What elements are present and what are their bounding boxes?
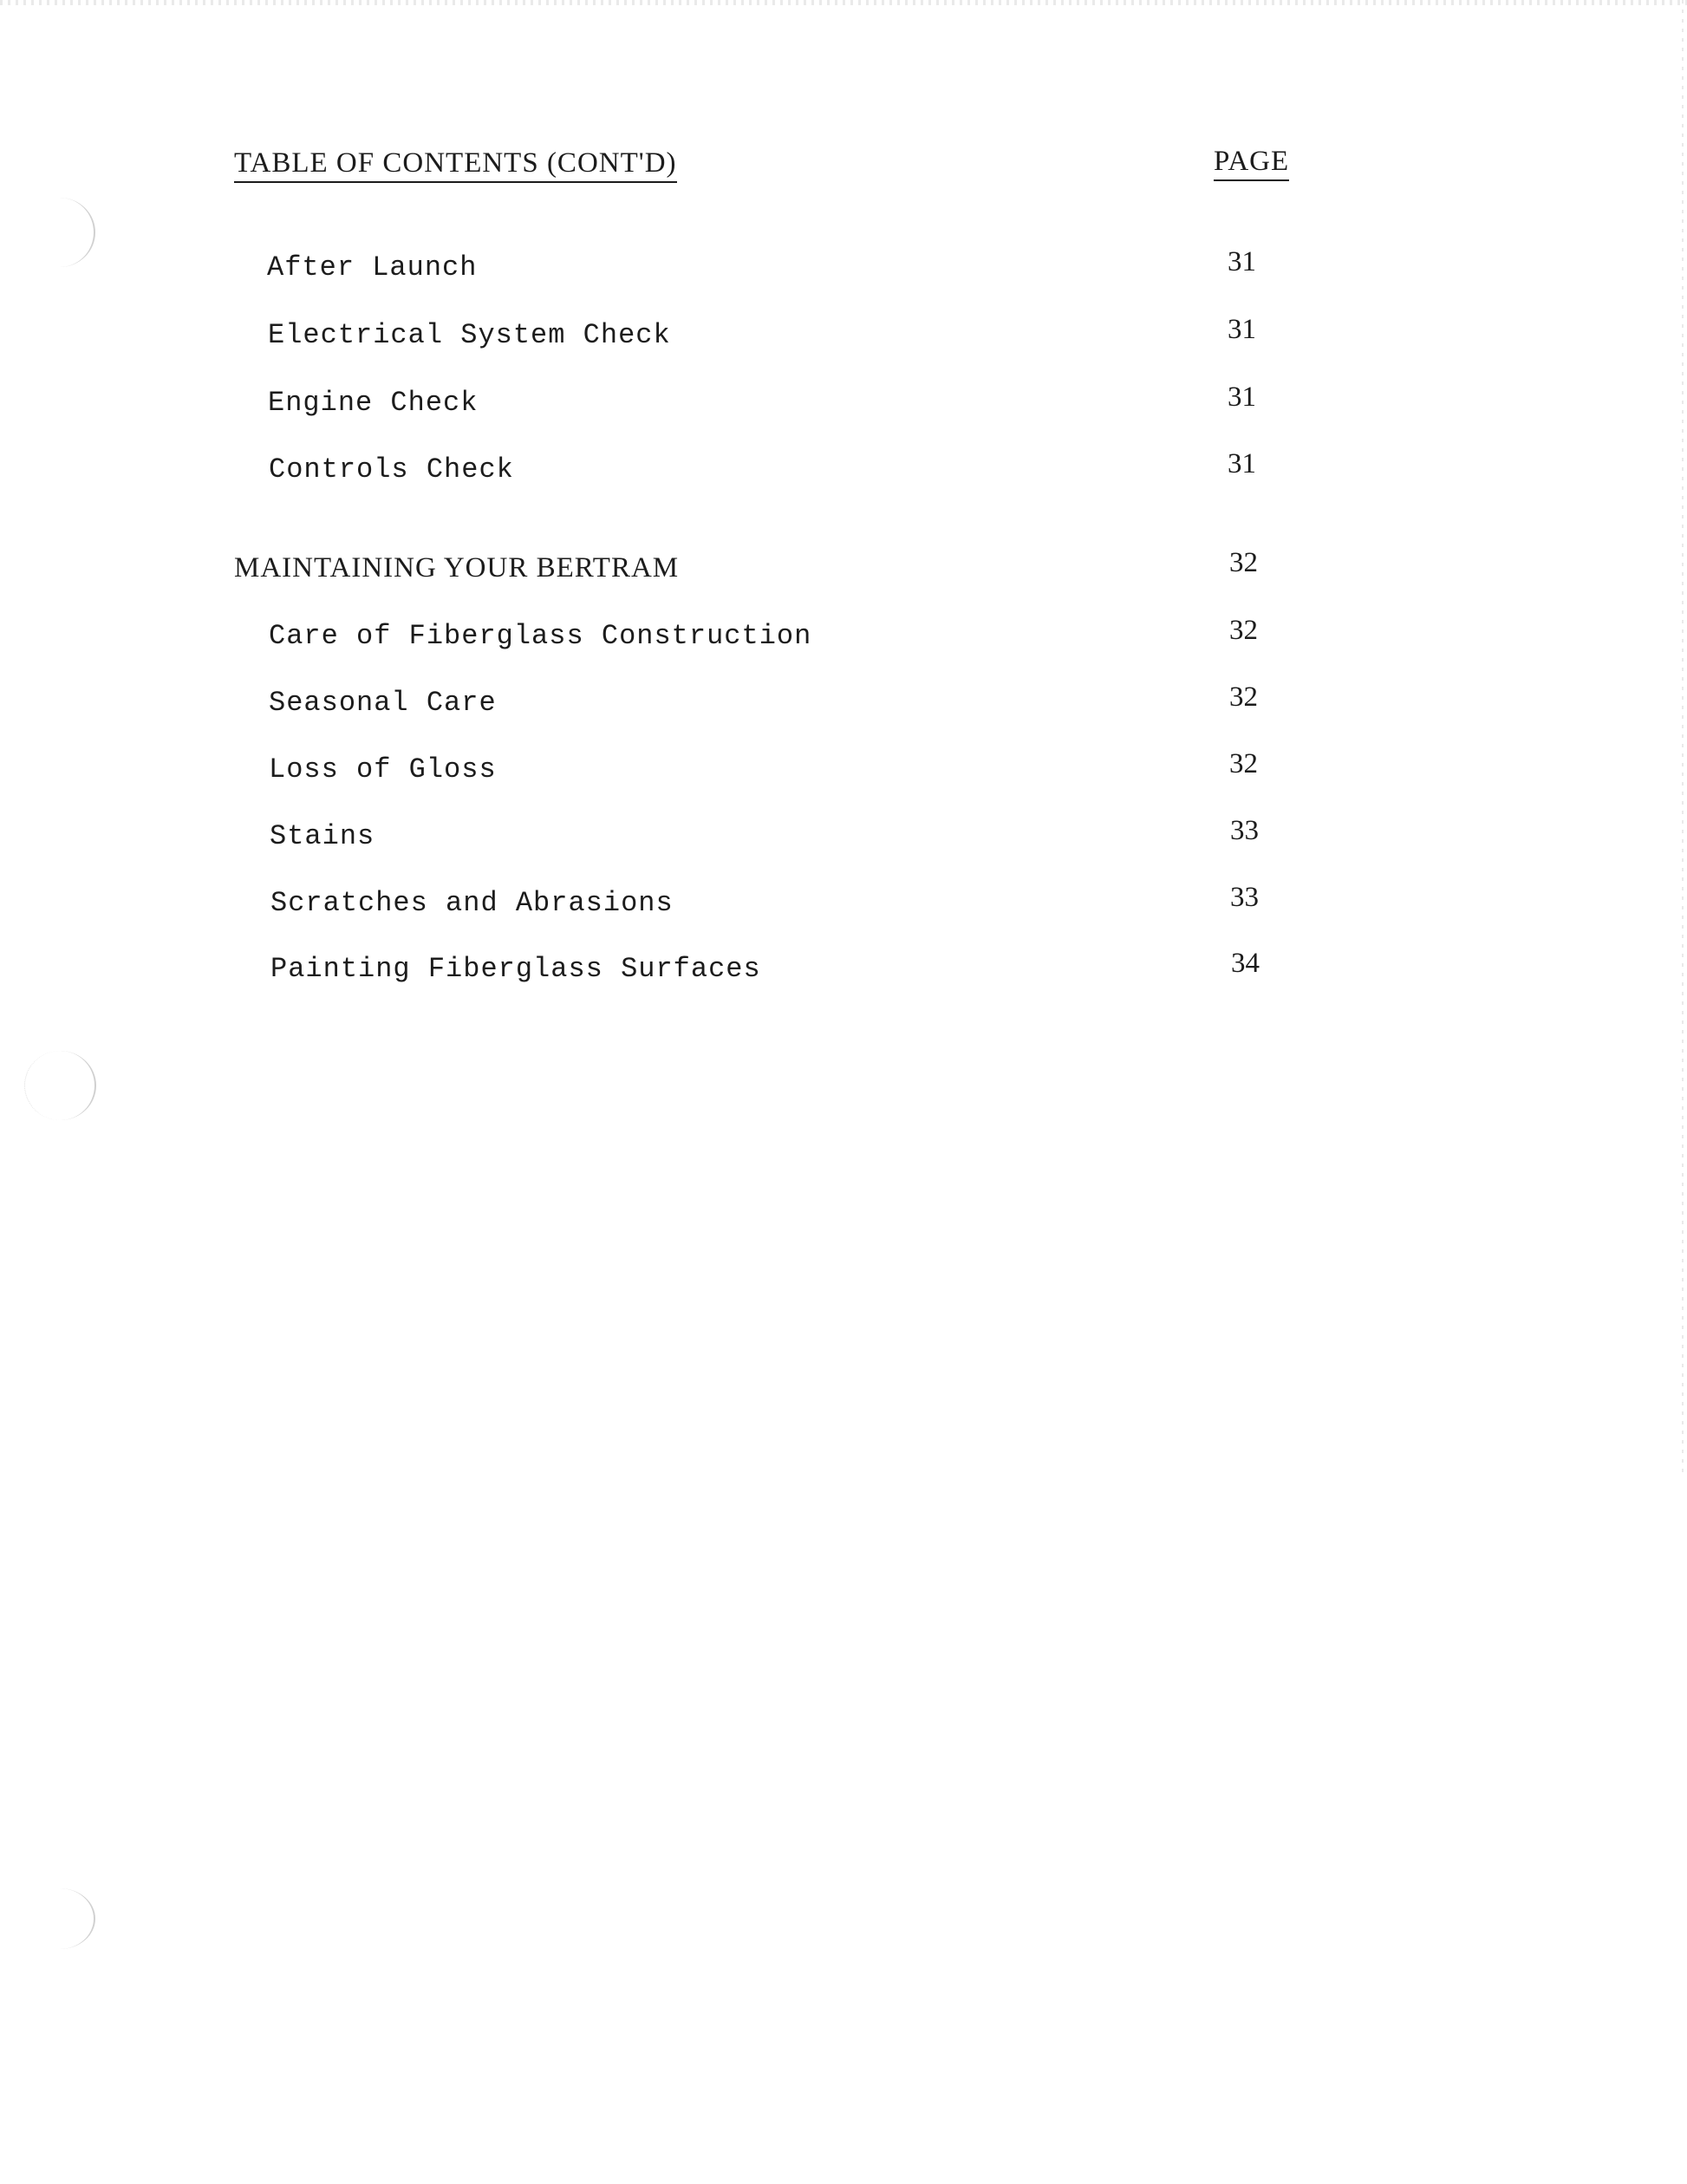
toc-entry-title: Care of Fiberglass Construction <box>269 620 812 652</box>
toc-entry-page: 31 <box>1228 314 1256 345</box>
toc-entry-page: 31 <box>1228 448 1256 479</box>
toc-entry-title: Loss of Gloss <box>269 753 497 786</box>
scan-edge-right <box>1682 0 1684 1474</box>
toc-entry-title: Scratches and Abrasions <box>270 887 674 919</box>
scan-edge-top <box>0 0 1687 5</box>
toc-entry-title: Painting Fiberglass Surfaces <box>270 953 761 985</box>
toc-heading: TABLE OF CONTENTS (CONT'D) <box>234 147 677 183</box>
binder-hole-mark <box>24 1051 96 1120</box>
toc-entry-title: Controls Check <box>269 453 514 486</box>
toc-entry-page: 31 <box>1228 381 1256 413</box>
toc-entry-page: 32 <box>1229 615 1258 646</box>
page-column-heading: PAGE <box>1214 146 1289 181</box>
binder-hole-mark <box>24 198 95 267</box>
toc-entry-page: 33 <box>1230 815 1259 846</box>
toc-entry-title: Engine Check <box>268 387 479 419</box>
toc-entry-page: 32 <box>1229 681 1258 713</box>
binder-hole-mark <box>24 1888 95 1949</box>
toc-entry-page: 32 <box>1229 547 1258 578</box>
toc-entry-title: Electrical System Check <box>268 319 671 351</box>
toc-entry-page: 34 <box>1231 948 1260 979</box>
toc-entry-page: 31 <box>1228 246 1256 277</box>
toc-entry-title: Stains <box>270 820 375 852</box>
toc-entry-page: 33 <box>1230 882 1259 913</box>
toc-entry-title: Seasonal Care <box>269 687 497 719</box>
toc-section-title: MAINTAINING YOUR BERTRAM <box>234 552 680 583</box>
toc-entry-title: After Launch <box>267 251 478 284</box>
toc-entry-page: 32 <box>1229 748 1258 779</box>
